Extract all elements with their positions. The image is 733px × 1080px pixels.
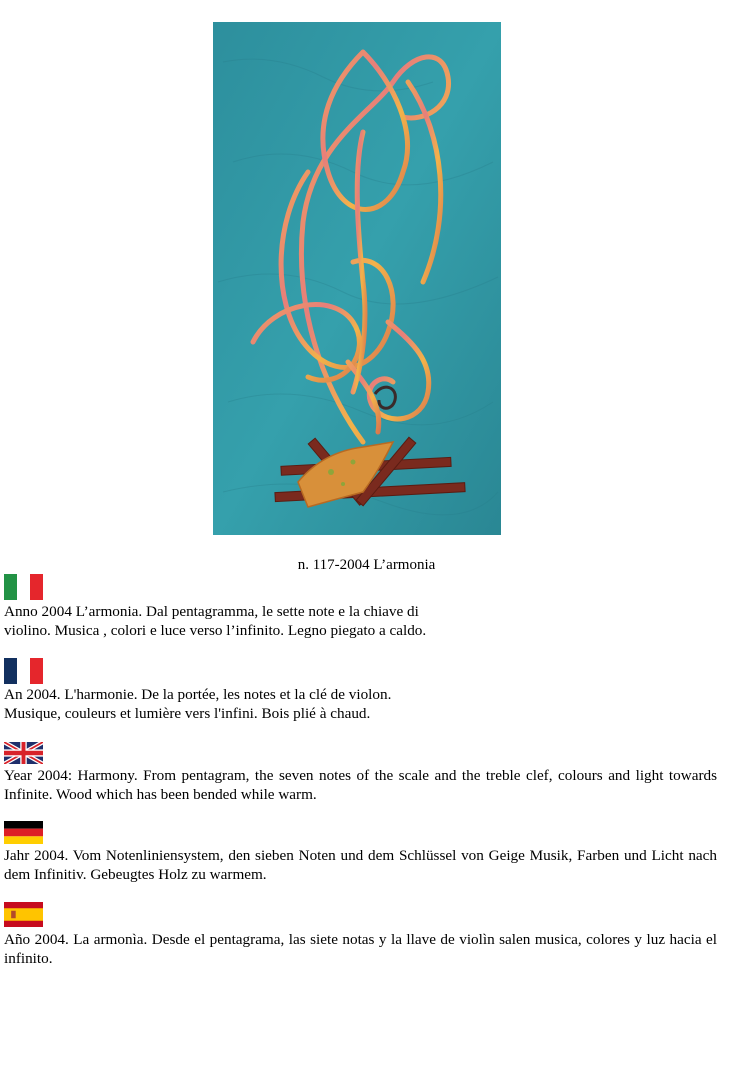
english-description: Year 2004: Harmony. From pentagram, the seven notes of the scale and the treble clef, colours and light towards Infinite. Wood which has been bended while warm. [4, 767, 717, 803]
uk-flag-icon [4, 742, 43, 764]
italy-flag-icon [4, 574, 43, 600]
artwork-caption: n. 117-2004 L’armonia [297, 557, 436, 573]
spain-flag-icon [4, 902, 43, 927]
sculpture-photo [213, 22, 501, 535]
italian-description: Anno 2004 L’armonia. Dal pentagramma, le sette note e la chiave di violino. Musica , colori e luce verso l’infinito. Legno piegato a caldo. [4, 603, 427, 639]
german-description: Jahr 2004. Vom Notenliniensystem, den sieben Noten und dem Schlüssel von Geige Musik, Farben und Licht nach dem Infinitiv. Gebeugtes Holz zu warmem. [4, 847, 717, 883]
france-flag-icon [4, 658, 43, 684]
germany-flag-icon [4, 821, 43, 844]
spanish-description: Año 2004. La armonìa. Desde el pentagrama, las siete notas y la llave de violìn salen musica, colores y luz hacia el infinito. [4, 931, 717, 967]
french-description: An 2004. L'harmonie. De la portée, les notes et la clé de violon. Musique, couleurs et lumière vers l'infini. Bois plié à chaud. [4, 686, 392, 722]
